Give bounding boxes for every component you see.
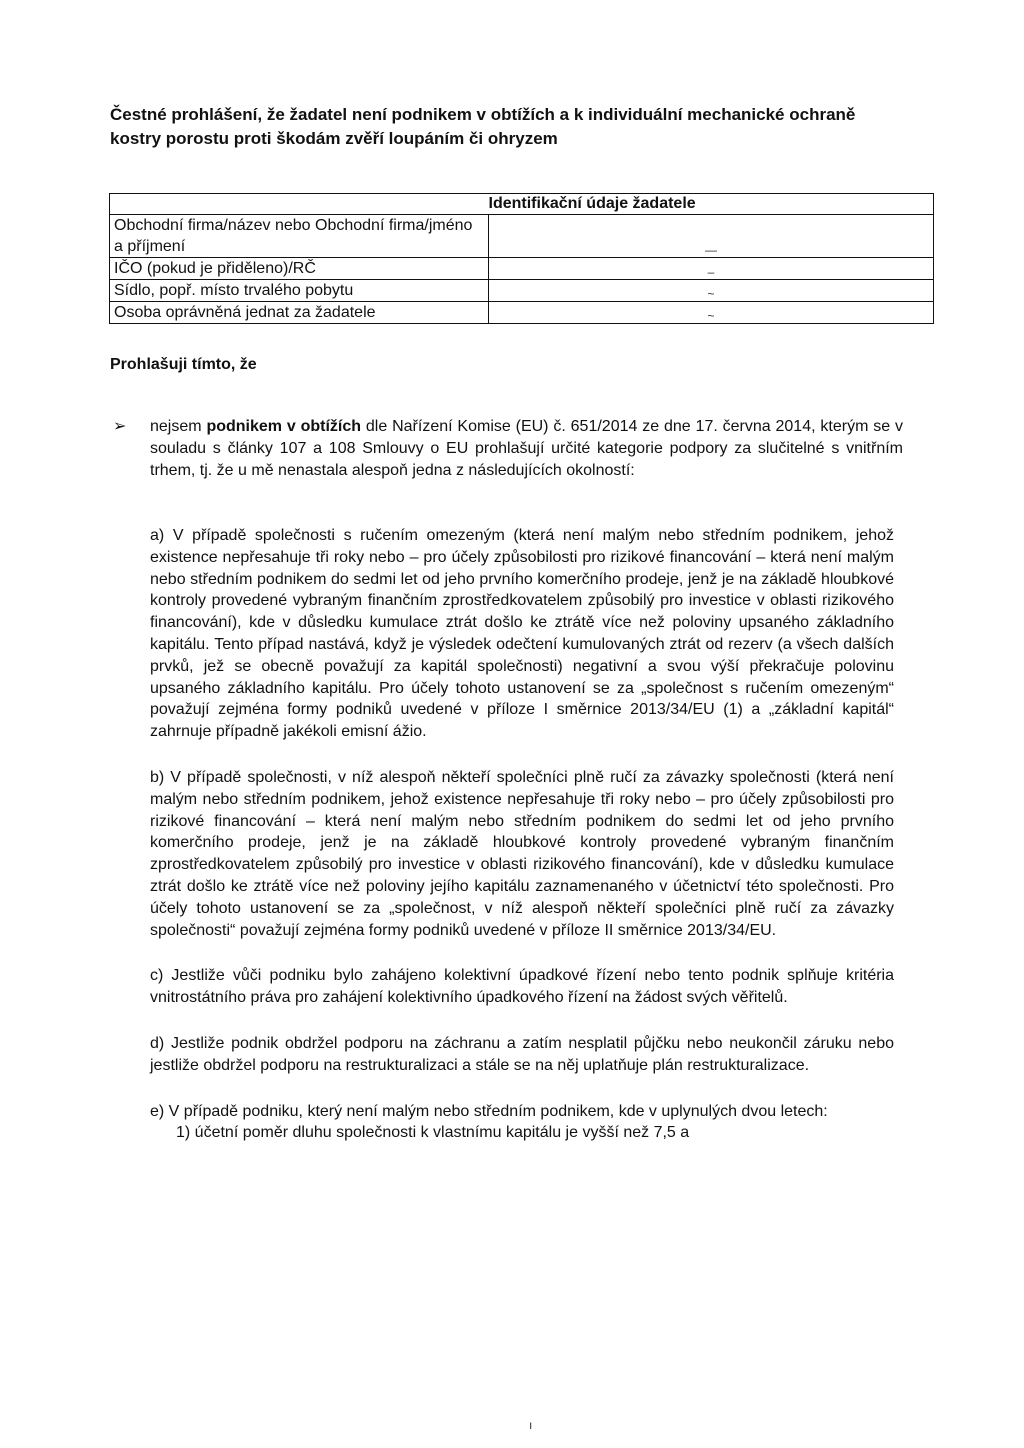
sub-list-item: 1) účetní poměr dluhu společnosti k vlastnímu kapitálu je vyšší než 7,5 a [176,1124,690,1142]
list-item: d) Jestliže podnik obdržel podporu na záchranu a zatím nesplatil půjčku nebo neukončil záruku nebo jestliže obdržel podporu na restrukturalizaci a stále se na něj uplatňuje plán restrukturalizace. [150,1034,894,1074]
declaration-heading: Prohlašuji tímto, že [110,356,257,373]
identification-table-header: Identifikační údaje žadatele [489,194,934,215]
table-row-label: IČO (pokud je přiděleno)/RČ [110,258,489,280]
table-row-label: Sídlo, popř. místo trvalého pobytu [110,280,489,302]
identification-table-header-spacer [110,194,489,215]
list-item: c) Jestliže vůči podniku bylo zahájeno kolektivní úpadkové řízení nebo tento podnik splňuje kritéria vnitrostátního práva pro zahájení kolektivního úpadkového řízení na žádost svých věřitelů. [150,967,894,1007]
document-title: Čestné prohlášení, že žadatel není podnikem v obtížích a k individuální mechanické ochraně kostry porostu proti škodám zvěří loupáním či ohryzem [110,105,856,148]
table-row-value[interactable]: ~ [489,280,934,302]
table-row-label: Osoba oprávněná jednat za žadatele [110,302,489,324]
table-row [110,258,934,280]
declaration-bullet-text [150,416,903,482]
table-row-value[interactable]: — [489,215,934,258]
bullet-intro: nejsem [150,418,202,435]
list-item: a) V případě společnosti s ručením omezeným (která není malým nebo středním podnikem, jehož existence nepřesahuje tři roky nebo – pro účely způsobilosti pro rizikové financování – která není malým nebo středním podnikem do sedmi let od jeho prvního komerčního prodeje, jenž je na základě hloubkové kontroly provedené vybraným finančním zprostředkovatelem způsobilý pro investice v oblasti rizikového financování), kde v důsledku kumulace ztrát došlo ke ztrátě více než poloviny upsaného základního kapitálu. Tento případ nastává, když je výsledek odečtení kumulovaných ztrát od rezerv (a všech dalších prvků, jež se obecně považují za kapitál společnosti) negativní a svou výší překračuje polovinu upsaného základního kapitálu. Pro účely tohoto ustanovení se za „společnost s ručením omezeným“ považují zejména formy podniků uvedené v příloze I směrnice 2013/34/EU (1) a „základní kapitál“ zahrnuje případně jakékoli emisní ážio. [150,527,894,741]
arrow-bullet-icon: ➢ [113,418,127,435]
table-row-value[interactable]: – [489,258,934,280]
table-row [110,280,934,302]
footer-mark: ı [529,1418,533,1432]
list-item: b) V případě společnosti, v níž alespoň někteří společníci plně ručí za závazky společnosti (která není malým nebo středním podnikem, jehož existence nepřesahuje tři roky nebo – pro účely způsobilosti pro rizikové financování – která není malým nebo středním podnikem do sedmi let od jeho prvního komerčního prodeje, jenž je na základě hloubkové kontroly provedené vybraným finančním zprostředkovatelem způsobilý pro investice v oblasti rizikového financování), kde v důsledku kumulace ztrát došlo ke ztrátě více než poloviny jejího kapitálu zaznamenaného v účetnictví této společnosti. Pro účely tohoto ustanovení se za „společnost, v níž alespoň někteří společníci plně ručí za závazky společnosti“ považují zejména formy podniků uvedené v příloze II směrnice 2013/34/EU. [150,768,894,939]
table-row-value[interactable]: ~ [489,302,934,324]
table-row [110,215,934,258]
table-row [110,302,934,324]
bullet-bold-term: podnikem v obtížích [206,418,362,435]
conditions-list [150,525,894,1144]
bullet-rest: dle Nařízení Komise (EU) č. 651/2014 ze dne 17. června 2014, kterým se v souladu s články 107 a 108 Smlouvy o EU prohlašují určité kategorie podpory za slučitelné s vnitřním trhem, tj. že u mě nenastala alespoň jedna z následujících okolností: [150,418,903,479]
identification-table [109,193,934,324]
table-row-label: Obchodní firma/název nebo Obchodní firma/jméno a příjmení [110,215,489,258]
identification-table-header-row [110,194,934,215]
declaration-bullet [113,416,903,482]
list-item: e) V případě podniku, který není malým nebo středním podnikem, kde v uplynulých dvou letech: [150,1102,828,1120]
